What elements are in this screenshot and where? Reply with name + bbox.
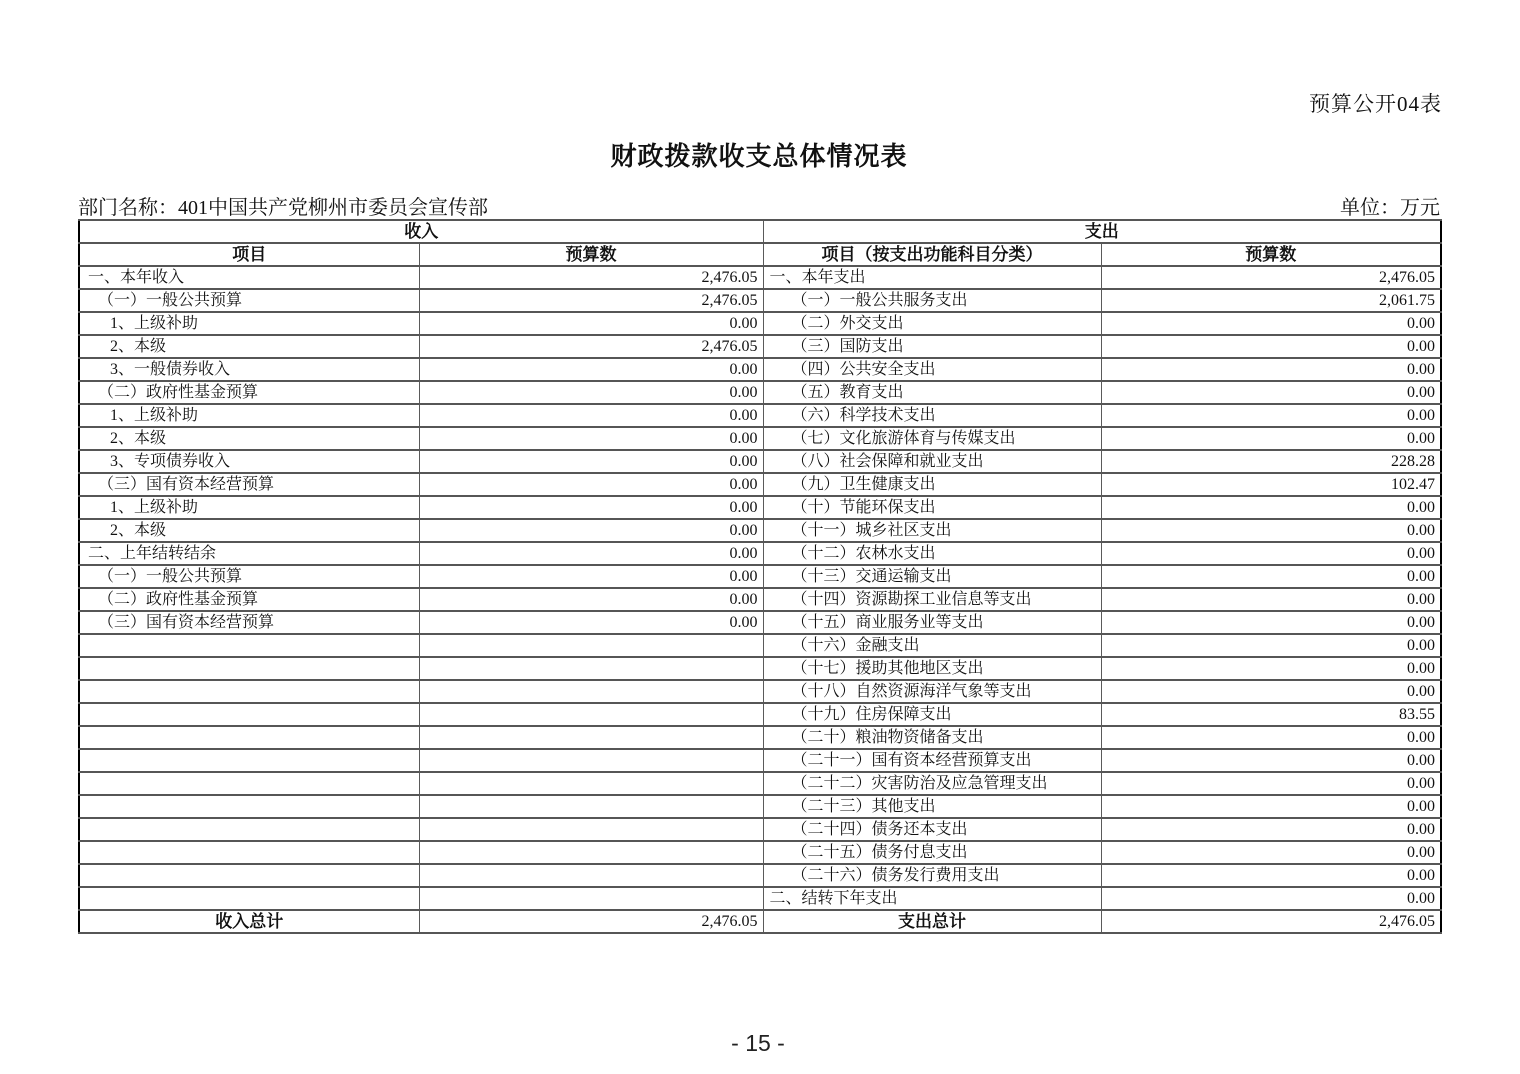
table-row [79, 887, 1441, 910]
income-item-cell [79, 887, 419, 910]
table-row [79, 588, 1441, 611]
income-budget-cell [419, 772, 763, 795]
income-item-cell [79, 726, 419, 749]
table-row [79, 772, 1441, 795]
income-budget-cell: 0.00 [419, 565, 763, 588]
expenditure-item-cell: （十二）农林水支出 [763, 542, 1101, 565]
income-budget-cell [419, 795, 763, 818]
table-row [79, 818, 1441, 841]
expenditure-item-cell: （九）卫生健康支出 [763, 473, 1101, 496]
expenditure-item-cell: （十七）援助其他地区支出 [763, 657, 1101, 680]
expenditure-budget-cell: 0.00 [1101, 611, 1441, 634]
income-item-cell: 1、上级补助 [79, 404, 419, 427]
table-row [79, 703, 1441, 726]
expenditure-item-cell: 二、结转下年支出 [763, 887, 1101, 910]
table-row [79, 335, 1441, 358]
total-row [79, 910, 1441, 933]
table-row [79, 496, 1441, 519]
income-item-cell: （二）政府性基金预算 [79, 381, 419, 404]
expenditure-item-cell: （十一）城乡社区支出 [763, 519, 1101, 542]
expenditure-budget-cell: 0.00 [1101, 772, 1441, 795]
expenditure-section-header: 支出 [763, 220, 1441, 243]
income-budget-cell: 0.00 [419, 404, 763, 427]
table-row [79, 473, 1441, 496]
income-item-cell [79, 634, 419, 657]
income-item-cell: （三）国有资本经营预算 [79, 611, 419, 634]
expenditure-item-cell: （十九）住房保障支出 [763, 703, 1101, 726]
table-row [79, 611, 1441, 634]
income-budget-cell [419, 818, 763, 841]
expenditure-item-cell: （三）国防支出 [763, 335, 1101, 358]
table-row [79, 864, 1441, 887]
expenditure-budget-cell: 0.00 [1101, 818, 1441, 841]
table-row [79, 726, 1441, 749]
expenditure-item-cell: （二十一）国有资本经营预算支出 [763, 749, 1101, 772]
income-budget-cell: 0.00 [419, 427, 763, 450]
income-item-cell: （二）政府性基金预算 [79, 588, 419, 611]
income-item-cell: 一、本年收入 [79, 266, 419, 289]
income-budget-cell [419, 864, 763, 887]
expenditure-budget-column-header: 预算数 [1101, 243, 1441, 266]
income-budget-column-header: 预算数 [419, 243, 763, 266]
expenditure-budget-cell: 0.00 [1101, 542, 1441, 565]
expenditure-budget-cell: 0.00 [1101, 588, 1441, 611]
income-budget-cell [419, 726, 763, 749]
expenditure-item-cell: （十六）金融支出 [763, 634, 1101, 657]
income-item-cell: （一）一般公共预算 [79, 565, 419, 588]
income-item-cell: 3、专项债券收入 [79, 450, 419, 473]
column-header-row [79, 243, 1441, 266]
expenditure-budget-cell: 2,476.05 [1101, 266, 1441, 289]
expenditure-item-cell: （十四）资源勘探工业信息等支出 [763, 588, 1101, 611]
expenditure-budget-cell: 0.00 [1101, 887, 1441, 910]
expenditure-total-value: 2,476.05 [1101, 910, 1441, 933]
table-row [79, 634, 1441, 657]
expenditure-item-cell: （二）外交支出 [763, 312, 1101, 335]
budget-table [78, 219, 1442, 934]
income-item-cell: （一）一般公共预算 [79, 289, 419, 312]
expenditure-budget-cell: 228.28 [1101, 450, 1441, 473]
page-number: - 15 - [731, 1030, 785, 1056]
expenditure-item-cell: （十八）自然资源海洋气象等支出 [763, 680, 1101, 703]
expenditure-budget-cell: 0.00 [1101, 565, 1441, 588]
income-budget-cell: 0.00 [419, 473, 763, 496]
expenditure-budget-cell: 0.00 [1101, 312, 1441, 335]
income-budget-cell [419, 887, 763, 910]
income-budget-cell: 2,476.05 [419, 289, 763, 312]
income-item-cell: 2、本级 [79, 335, 419, 358]
table-row [79, 542, 1441, 565]
table-row [79, 795, 1441, 818]
expenditure-budget-cell: 0.00 [1101, 680, 1441, 703]
income-budget-cell [419, 703, 763, 726]
expenditure-item-cell: （十五）商业服务业等支出 [763, 611, 1101, 634]
expenditure-total-label: 支出总计 [763, 910, 1101, 933]
expenditure-budget-cell: 0.00 [1101, 404, 1441, 427]
table-row [79, 841, 1441, 864]
table-row [79, 289, 1441, 312]
income-total-label: 收入总计 [79, 910, 419, 933]
table-row [79, 749, 1441, 772]
income-budget-cell [419, 841, 763, 864]
expenditure-budget-cell: 0.00 [1101, 335, 1441, 358]
section-header-row [79, 220, 1441, 243]
income-item-cell [79, 749, 419, 772]
income-total-value: 2,476.05 [419, 910, 763, 933]
expenditure-budget-cell: 0.00 [1101, 726, 1441, 749]
expenditure-item-cell: （七）文化旅游体育与传媒支出 [763, 427, 1101, 450]
income-item-cell [79, 772, 419, 795]
department-name: 部门名称：401中国共产党柳州市委员会宣传部 [78, 197, 488, 219]
income-budget-cell [419, 657, 763, 680]
income-item-cell [79, 864, 419, 887]
expenditure-item-cell: （十）节能环保支出 [763, 496, 1101, 519]
income-budget-cell: 0.00 [419, 496, 763, 519]
expenditure-item-cell: （五）教育支出 [763, 381, 1101, 404]
page-title: 财政拨款收支总体情况表 [610, 142, 908, 171]
income-budget-cell: 2,476.05 [419, 266, 763, 289]
expenditure-budget-cell: 0.00 [1101, 841, 1441, 864]
income-item-cell [79, 657, 419, 680]
income-item-cell [79, 703, 419, 726]
expenditure-budget-cell: 0.00 [1101, 657, 1441, 680]
income-budget-cell: 2,476.05 [419, 335, 763, 358]
table-row [79, 427, 1441, 450]
income-item-cell: （三）国有资本经营预算 [79, 473, 419, 496]
expenditure-item-cell: （二十二）灾害防治及应急管理支出 [763, 772, 1101, 795]
expenditure-item-cell: （二十六）债务发行费用支出 [763, 864, 1101, 887]
income-budget-cell: 0.00 [419, 519, 763, 542]
income-budget-cell [419, 680, 763, 703]
income-item-cell: 1、上级补助 [79, 496, 419, 519]
income-budget-cell: 0.00 [419, 588, 763, 611]
income-item-cell [79, 818, 419, 841]
table-row [79, 358, 1441, 381]
table-row [79, 519, 1441, 542]
table-row [79, 450, 1441, 473]
table-row [79, 680, 1441, 703]
income-budget-cell [419, 634, 763, 657]
expenditure-budget-cell: 0.00 [1101, 358, 1441, 381]
income-budget-cell: 0.00 [419, 542, 763, 565]
table-code: 预算公开04表 [1309, 92, 1442, 116]
income-budget-cell: 0.00 [419, 312, 763, 335]
expenditure-item-cell: 一、本年支出 [763, 266, 1101, 289]
expenditure-item-cell: （四）公共安全支出 [763, 358, 1101, 381]
income-item-cell: 2、本级 [79, 427, 419, 450]
income-item-cell: 二、上年结转结余 [79, 542, 419, 565]
expenditure-item-cell: （二十三）其他支出 [763, 795, 1101, 818]
income-budget-cell [419, 749, 763, 772]
expenditure-budget-cell: 0.00 [1101, 519, 1441, 542]
income-budget-cell: 0.00 [419, 358, 763, 381]
expenditure-budget-cell: 0.00 [1101, 795, 1441, 818]
income-item-cell: 1、上级补助 [79, 312, 419, 335]
income-item-cell [79, 680, 419, 703]
unit-label: 单位：万元 [1340, 197, 1440, 219]
expenditure-item-cell: （二十四）债务还本支出 [763, 818, 1101, 841]
expenditure-budget-cell: 2,061.75 [1101, 289, 1441, 312]
expenditure-item-column-header: 项目（按支出功能科目分类） [763, 243, 1101, 266]
expenditure-item-cell: （一）一般公共服务支出 [763, 289, 1101, 312]
expenditure-item-cell: （六）科学技术支出 [763, 404, 1101, 427]
expenditure-item-cell: （八）社会保障和就业支出 [763, 450, 1101, 473]
income-item-cell [79, 795, 419, 818]
expenditure-budget-cell: 0.00 [1101, 427, 1441, 450]
table-row [79, 266, 1441, 289]
expenditure-item-cell: （二十）粮油物资储备支出 [763, 726, 1101, 749]
expenditure-budget-cell: 83.55 [1101, 703, 1441, 726]
income-section-header: 收入 [79, 220, 763, 243]
table-row [79, 657, 1441, 680]
expenditure-item-cell: （二十五）债务付息支出 [763, 841, 1101, 864]
income-item-cell: 2、本级 [79, 519, 419, 542]
income-item-cell: 3、一般债券收入 [79, 358, 419, 381]
expenditure-budget-cell: 0.00 [1101, 749, 1441, 772]
expenditure-budget-cell: 0.00 [1101, 496, 1441, 519]
income-budget-cell: 0.00 [419, 611, 763, 634]
expenditure-budget-cell: 0.00 [1101, 634, 1441, 657]
income-budget-cell: 0.00 [419, 381, 763, 404]
income-budget-cell: 0.00 [419, 450, 763, 473]
meta-row [78, 191, 1440, 220]
expenditure-budget-cell: 102.47 [1101, 473, 1441, 496]
income-item-column-header: 项目 [79, 243, 419, 266]
expenditure-item-cell: （十三）交通运输支出 [763, 565, 1101, 588]
table-row [79, 404, 1441, 427]
expenditure-budget-cell: 0.00 [1101, 381, 1441, 404]
income-item-cell [79, 841, 419, 864]
table-row [79, 312, 1441, 335]
table-row [79, 381, 1441, 404]
table-row [79, 565, 1441, 588]
expenditure-budget-cell: 0.00 [1101, 864, 1441, 887]
